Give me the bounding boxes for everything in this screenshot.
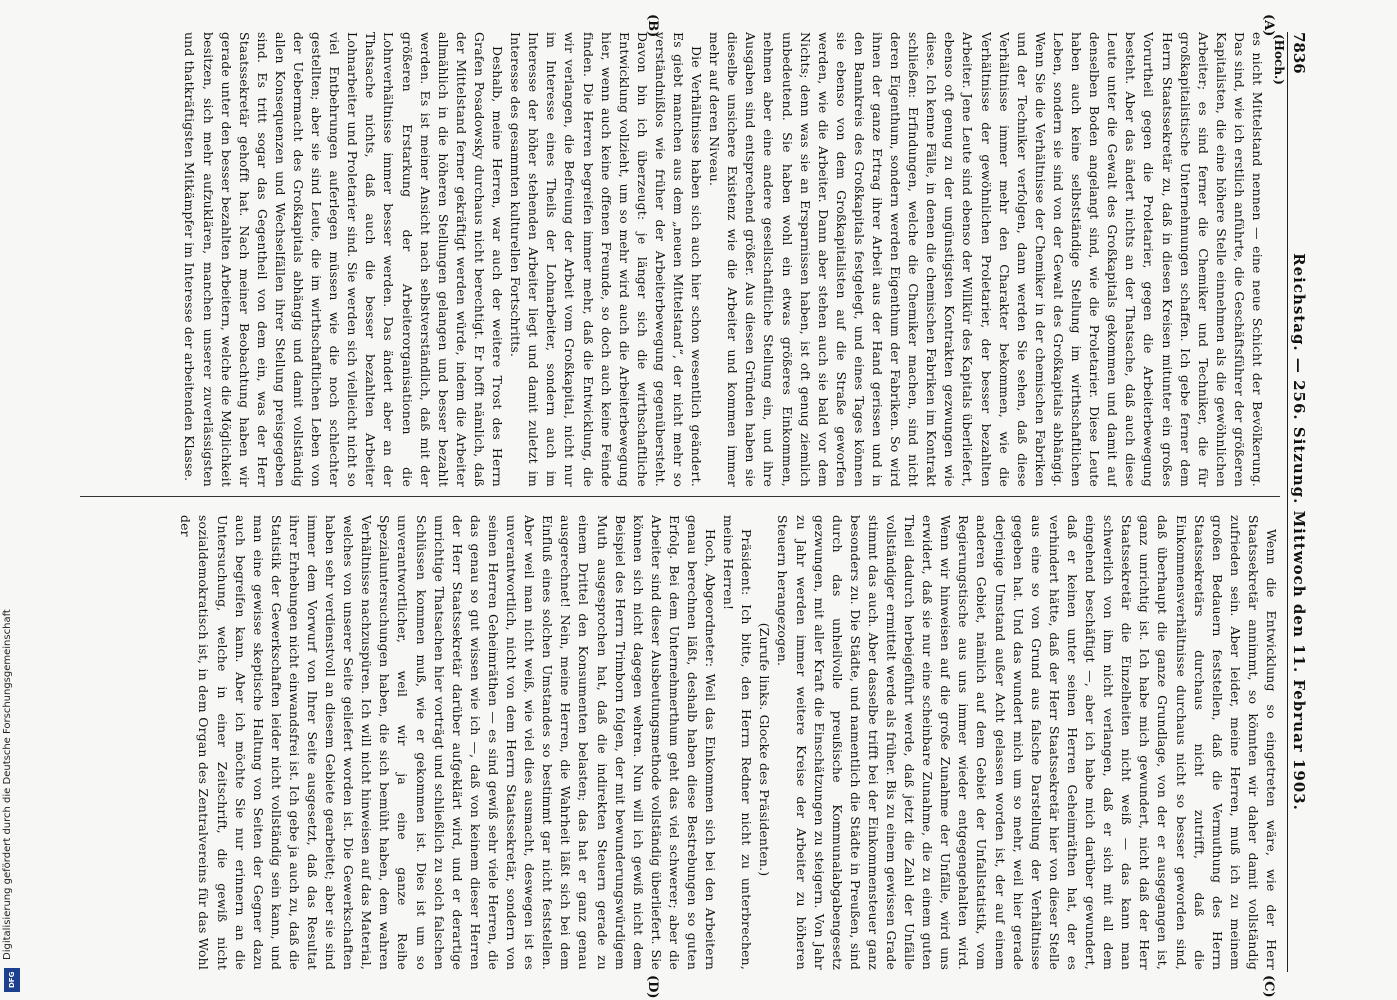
paragraph: es nicht Mittelstand nennen — eine neue Schicht der Bevölkerung. Das sind, wie ich erstlich anführte, die Geschäftsführer der größeren Kapitalisten, die eine höhere Stelle einnehmen als die gewöhnlichen Arbeiter; es sind ferner die Chemiker und Techniker, die für großkapitalistische Unternehmungen schaffen. Ich gebe ferner dem Herrn Staatssekretär zu, daß in diesen Kreisen mitunter ein großes Vorurtheil gegen die Proletarier, gegen die Arbeiterbewegung besteht. Aber das ändert nichts an der Thatsache, daß auch diese Leute unter die Gewalt des Großkapitals gekommen und damit auf denselben Boden angelangt sind, wie die Proletarier. Diese Leute haben auch keine selbstständige Stellung im wirthschaftlichen Leben, sondern sie sind von der Gewalt des Großkapitals abhängig. Wenn Sie die Verhältnisse der Chemiker in der chemischen Fabriken und der Techniker verfolgen, dann werden Sie sehen, daß diese Verhältnisse immer mehr den Charakter bekommen, wie die Verhältnisse der gewöhnlichen Proletarier, der besser bezahlten Arbeiter. Jene Leute sind ebenso der Willkür des Kapitals überliefert, ebenso oft genug zu der ungünstigsten Kontrakten gezwungen wie diese. Ich kenne Fälle, in denen die chemischen Fabriken im Kontrakt schließen: Erfindungen, welche die Chemiker machen, sind nicht deren Eigenthum, sondern werden Eigenthum der Fabriken. So wird ihnen der ganze Ertrag ihrer Arbeit aus der Hand gerissen und in den Bannkreis des Großkapitals festgelegt, und eines Tages können sie ebenso von dem Großkapitalisten auf die Straße geworfen werden, wie die Arbeiter. Dann aber stehen auch sie bald vor dem Nichts; denn was sie an Ersparnissen haben, ist oft genug ziemlich unbedeutend. Sie haben wohl ein etwas größeres Einkommen, nehmen aber eine andere gesellschaftliche Stellung ein, und ihre Ausgaben sind entsprechend größer. Aus diesen Gründen haben sie dieselbe unsichere Existenz wie die Arbeiter und kommen immer mehr auf deren Niveau.	[707, 32, 1265, 487]
rotated-document	[58, 0, 1320, 1000]
left-column	[75, 32, 1280, 487]
page-number: 7836	[1290, 32, 1308, 74]
digitization-credit: Digitalisierung gefördert durch die Deutsche Forschungsgemeinschaft	[2, 609, 13, 960]
column-divider	[80, 496, 1280, 497]
dfg-logo: DFG	[4, 968, 20, 992]
right-column	[75, 515, 1280, 970]
margin-marker-b: (B)	[645, 14, 660, 38]
paragraph: Die Verhältnisse haben sich auch hier schon wesentlich geändert. Es giebt manchen aus dem „neuen Mittelstand“, der nicht mehr so verständnißlos wie früher der Arbeiterbewegung gegenübersteht. Davon bin ich überzeugt: je länger sich die wirthschaftliche Entwicklung vollzieht, um so mehr wird auch die Arbeiterbewegung hier, wenn auch keine offenen Freunde, so doch auch keine Feinde finden. Die Herren begreifen immer mehr, daß die Entwicklung, die wir verlangen, die Befreiung der Arbeit vom Großkapital, nicht nur im Interesse eines Theils der Lohnarbeiter, sondern auch im Interesse der höher stehenden Arbeiter liegt und damit zuletzt im Interesse des gesammten kulturellen Fortschritts.	[508, 32, 705, 487]
speaker-tag: (Hoch.)	[1272, 34, 1286, 85]
paragraph: Hoch, Abgeordneter: Weil das Einkommen sich bei den Arbeitern genau berechnen läßt, deshalb haben diese Bestrebungen so guten Erfolg. Bei dem Unternehmerthum geht das viel schwerer; aber die Arbeiter sind dieser Ausbeutungsmethode vollständig überliefert. Sie können sich nicht dagegen wehren. Nun will ich gewiß nicht dem Beispiel des Herrn Trimborn folgen, der mit bewunderungswürdigem Muth ausgesprochen hat, daß die indirekten Steuern gerade zu einem Drittel den Konsumenten belasten; das hat er ganz genau ausgerechnet! Nein, meine Herren, die Wahrheit läßt sich bei dem Einfluß eines solchen Umstandes so bestimmt gar nicht feststellen. Aber weil man nicht weiß, wie viel dies ausmacht, deswegen ist es unverantwortlich, nicht von dem Herrn Staatssekretär, sondern von seinen Herren Geheimräthen — es sind gewiß sehr viele Herren, die das genau so gut wissen wie ich —, daß von keinem dieser Herren der Herr Staatssekretär darüber aufgeklärt wird, und er derartige unrichtige Thatsachen hier vorträgt und schließlich zu solch falschen Schlüssen kommen muß, wie er gekommen ist. Dies ist um so unverantwortlicher, weil wir ja eine ganze Reihe Spezialuntersuchungen haben, die sich bemüht haben, dem wahren Verhältnisse nachzuspüren. Ich will nicht hinweisen auf das Material, welches von unserer Seite geliefert worden ist. Die Gewerkschaften haben sehr verdienstvoll an diesem Gebiete gearbeitet; aber sie sind immer dem Vorwurf von Ihrer Seite ausgesetzt, daß das Resultat ihrer Erhebungen nicht einwandsfrei ist. Ich gebe ja auch zu, daß die Statistik der Gewerkschaften leider nicht vollständig sein kann, und man eine gewisse skeptische Haltung von Seiten der Gegner dazu auch begreifen kann. Aber ich möchte Sie nur erinnern an die Untersuchung, welche in einer Zeitschrift, die gewiß nicht sozialdemokratisch ist, in dem Organ des Zentralvereins für das Wohl der	[178, 515, 719, 970]
stage-direction: (Zurufe links. Glocke des Präsidenten.)	[757, 622, 773, 877]
digitization-credit-strip	[0, 0, 24, 1000]
page-title: Reichstag. — 256. Sitzung. Mittwoch den 11. Februar 1903.	[1290, 253, 1308, 811]
paragraph: Präsident: Ich bitte, den Herrn Redner nicht zu unterbrechen, meine Herren!	[721, 515, 755, 970]
margin-marker-a: (A)	[1261, 14, 1276, 37]
margin-marker-d: (D)	[645, 975, 660, 999]
page-header	[1287, 32, 1310, 972]
paragraph: Wenn die Entwicklung so eingetreten wäre, wie der Herr Staatssekretär annimmt, so könnten wir daher damit vollständig zufrieden sein. Aber leider, meine Herren, muß ich zu meinem großen Bedauern feststellen, daß die Vermuthung des Herrn Staatssekretärs durchaus nicht zutrifft, daß die Einkommensverhältnisse durchaus nicht so besser geworden sind, daß überhaupt die ganze Grundlage, von der er ausgegangen ist, ganz unrichtig ist. Ich habe mich gewundert, nicht daß der Herr Staatssekretär die Einzelheiten nicht weiß — das kann man schwerlich von ihm nicht verlangen, daß er sich mit all dem eingehend beschäftigt —, aber ich habe mich darüber gewundert, daß er keinen unter seinen Herren Geheimräthen hat, der es verhindert hätte, daß der Herr Staatssekretär hier von dieser Stelle aus eine so von Grund aus falsche Darstellung der Verhältnisse gegeben hat. Und das wundert mich um so mehr, weil hier gerade derjenige Umstand außer Acht gelassen worden ist, der auf einem anderen Gebiet, nämlich auf dem Gebiet der Unfallstatistik, vom Regierungstische aus uns immer wieder entgegengehalten wird. Wenn wir hinweisen auf die große Zunahme der Unfälle, wird uns erwidert, daß sie nur eine scheinbare Zunahme, die zu einem guten Theil dadurch herbeigeführt werde, daß jetzt die Zahl der Unfälle vollständiger ermittelt werde als früher. Bis zu einem gewissen Grade stimmt das auch. Aber dasselbe trifft bei der Einkommensteuer ganz besonders zu. Die Städte, und namentlich die Städte in Preußen, sind durch das unheilvolle preußische Kommunalabgabengesetz gezwungen, mit aller Kraft die Einschätzungen zu steigern. Von Jahr zu Jahr werden immer weitere Kreise der Arbeiter zu höheren Steuern herangezogen.	[775, 515, 1279, 970]
paragraph: Deshalb, meine Herren, war auch der weitere Trost des Herrn Grafen Posadowsky durchaus nicht berechtigt. Er hofft nämlich, daß der Mittelstand ferner gekräftigt werden würde, indem die Arbeiter allmählich in die höheren Stellungen gelangen und besser bezahlt werden. Es ist meiner Ansicht nach selbstverständlich, daß mit der größeren Erstarkung der Arbeiterorganisationen die Lohnverhältnisse immer besser werden. Das ändert aber an der Thatsache nichts, daß auch die besser bezahlten Arbeiter Lohnarbeiter und Proletarier sind. Sie werden sich vielleicht nicht so viel Entbehrungen auferlegen müssen wie die noch schlechter gestellten; aber sie sind Leute, die im wirthschaftlichen Leben von der Uebermacht des Großkapitals abhängig und damit vollständig allen Konsequenzen und Wechselfällen ihrer Stellung preisgegeben sind. Es tritt sogar das Gegentheil von dem ein, was der Herr Staatssekretär gehofft hat. Nach meiner Beobachtung haben wir gerade unter den besser bezahlten Arbeitern, welche die Möglichkeit besitzen, sich mehr aufzuklären, manchen unserer zuverlässigsten und thatkräftigsten Mitkämpfer im Interesse der arbeitenden Klasse.	[182, 32, 506, 487]
margin-marker-c: (C)	[1261, 975, 1276, 998]
